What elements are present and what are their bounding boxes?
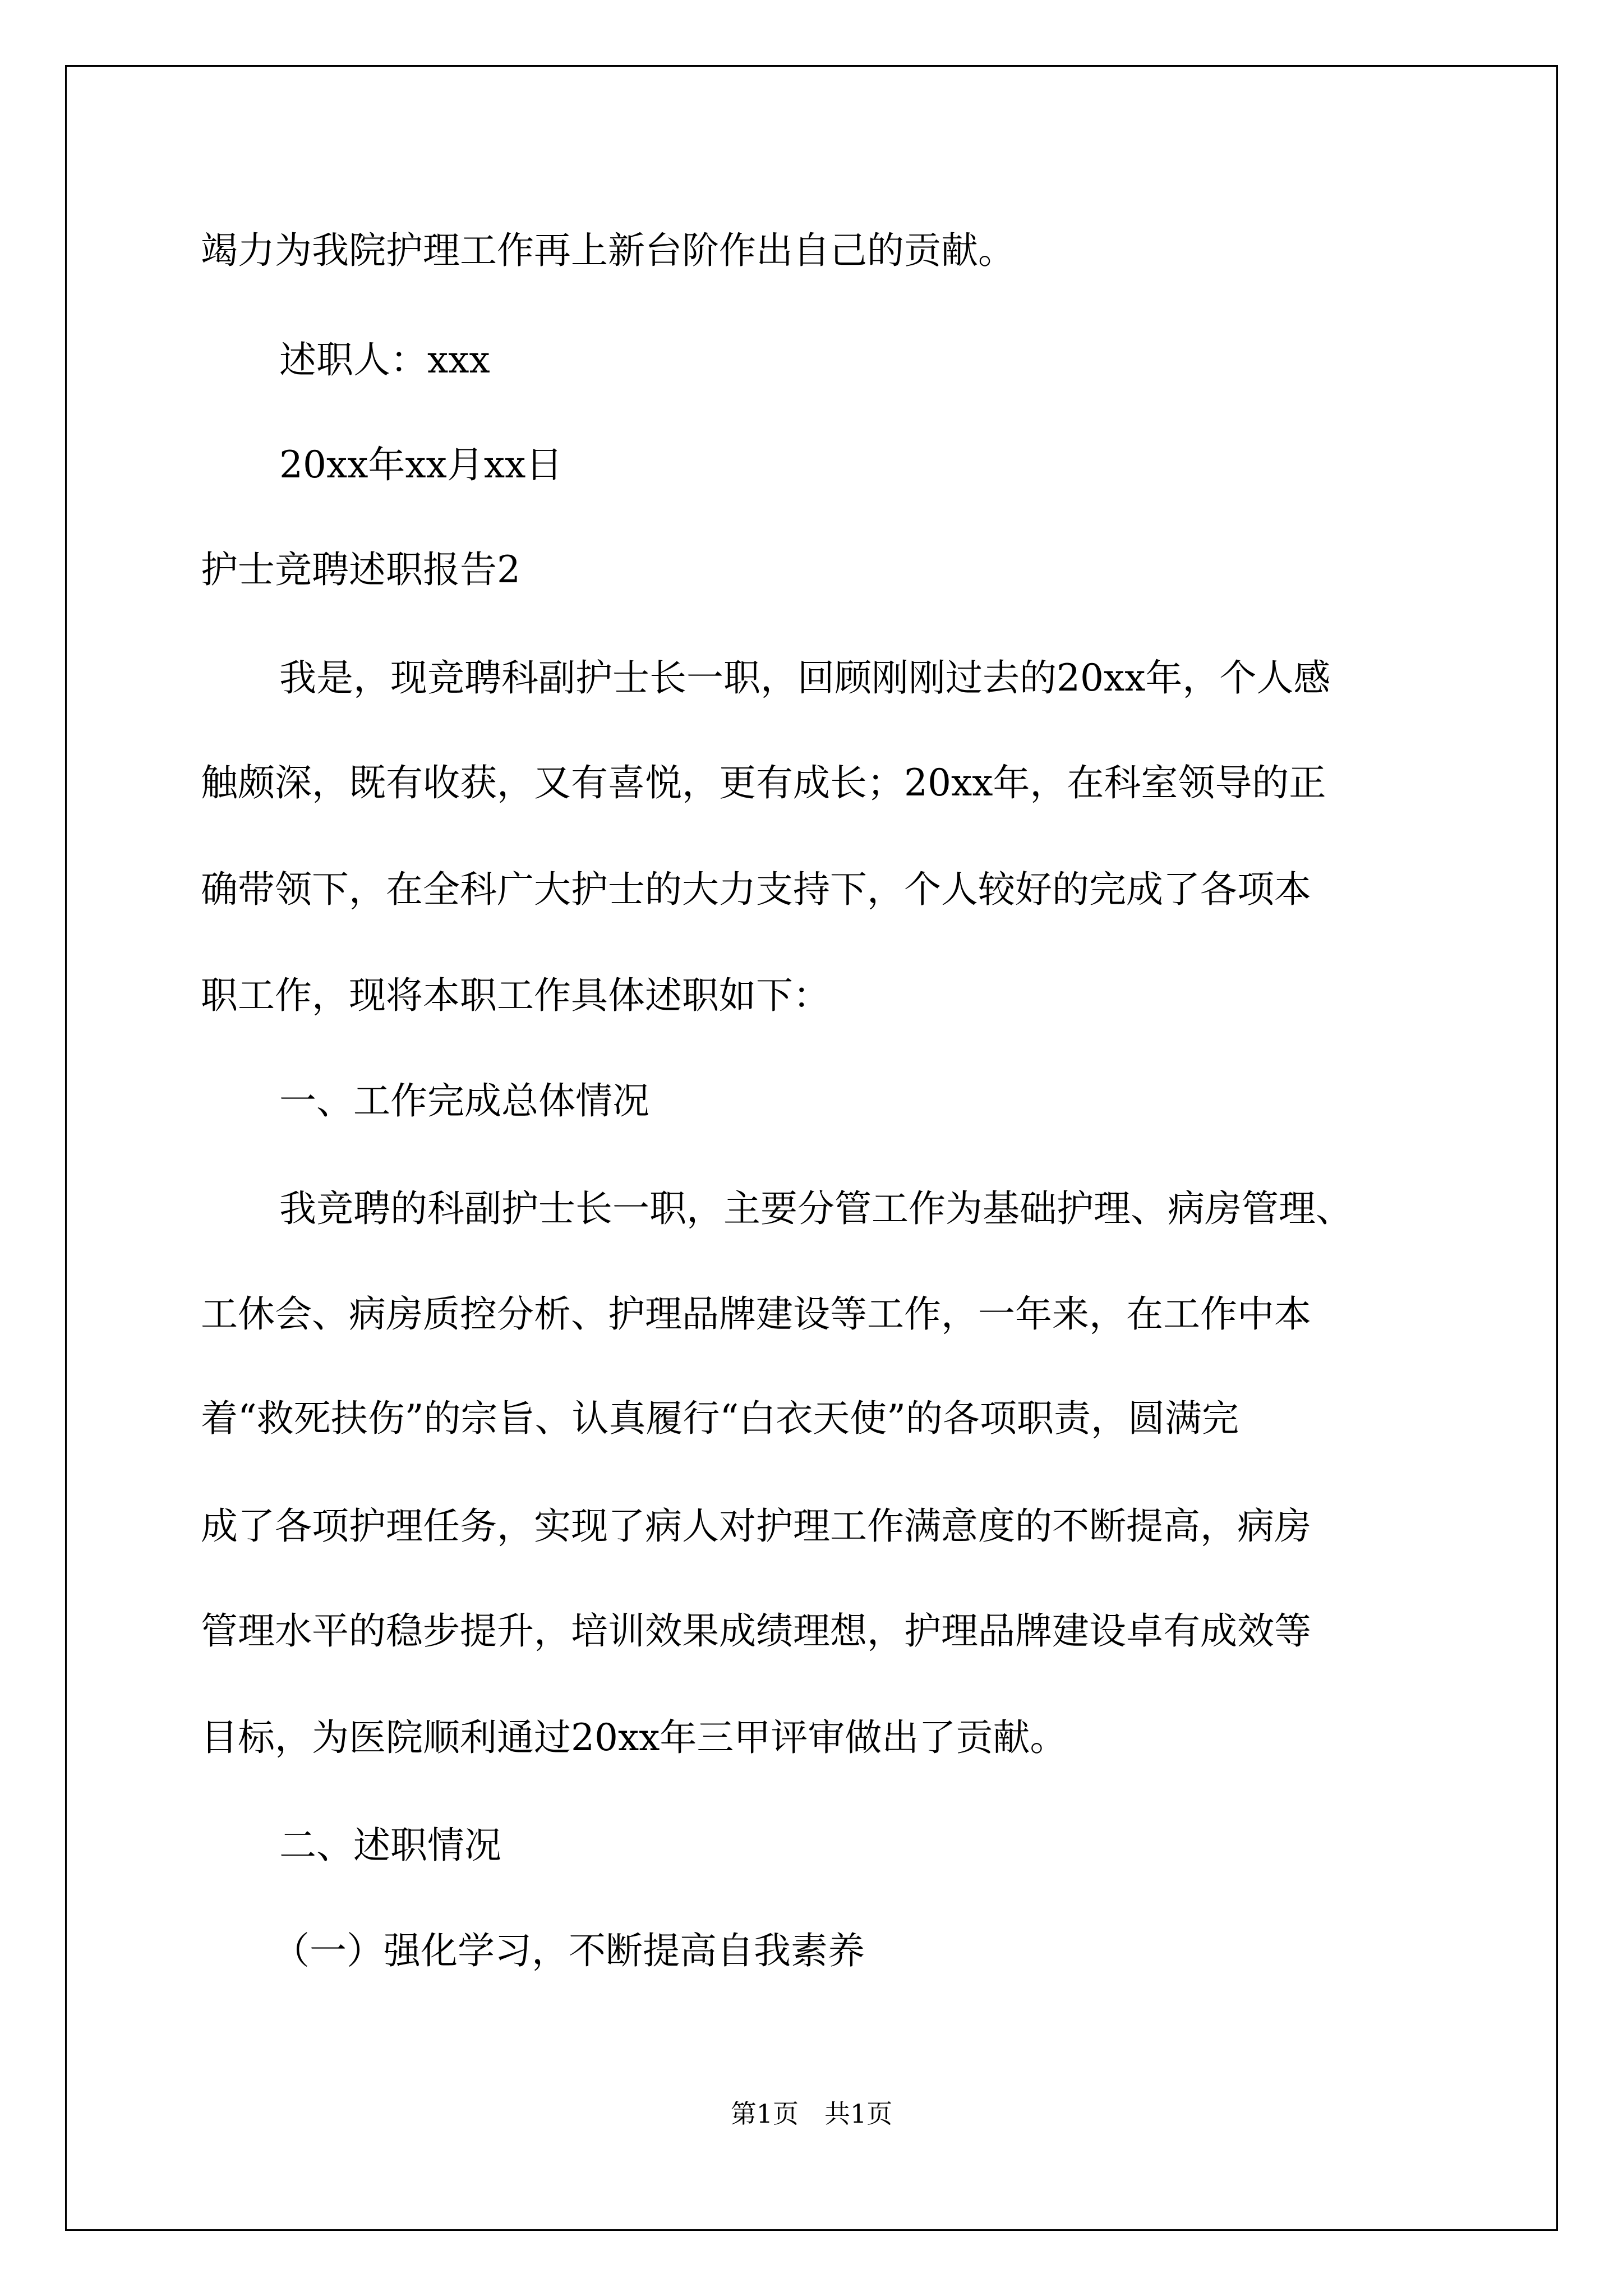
paragraph-line: 职工作，现将本职工作具体述职如下： [201,974,830,1017]
paragraph-line: 工休会、病房质控分析、护理品牌建设等工作，一年来，在工作中本 [201,1292,1311,1336]
paragraph-line: 确带领下，在全科广大护士的大力支持下，个人较好的完成了各项本 [201,868,1311,911]
date-line: 20xx年xx月xx日 [279,443,563,486]
heading-one: 一、工作完成总体情况 [279,1079,649,1122]
paragraph-line: 触颇深，既有收获，又有喜悦，更有成长；20xx年，在科室领导的正 [201,761,1326,804]
section-title: 护士竞聘述职报告2 [201,548,520,591]
page-border [65,65,1558,2231]
paragraph-line: 竭力为我院护理工作再上新台阶作出自己的贡献。 [201,229,1015,272]
heading-three: （一）强化学习，不断提高自我素养 [273,1929,865,1972]
reporter-line: 述职人：xxx [279,338,490,381]
paragraph-line: 成了各项护理任务，实现了病人对护理工作满意度的不断提高，病房 [201,1504,1311,1548]
paragraph-line: 管理水平的稳步提升，培训效果成绩理想，护理品牌建设卓有成效等 [201,1609,1311,1653]
paragraph-line: 我竞聘的科副护士长一职，主要分管工作为基础护理、病房管理、 [279,1187,1353,1230]
paragraph-line: 着“救死扶伤”的宗旨、认真履行“白衣天使”的各项职责，圆满完 [201,1397,1239,1440]
page-footer: 第1页 共1页 [730,2099,893,2129]
paragraph-line: 我是，现竞聘科副护士长一职，回顾刚刚过去的20xx年，个人感 [279,656,1331,700]
heading-two: 二、述职情况 [279,1824,501,1867]
paragraph-line: 目标，为医院顺利通过20xx年三甲评审做出了贡献。 [201,1716,1067,1759]
